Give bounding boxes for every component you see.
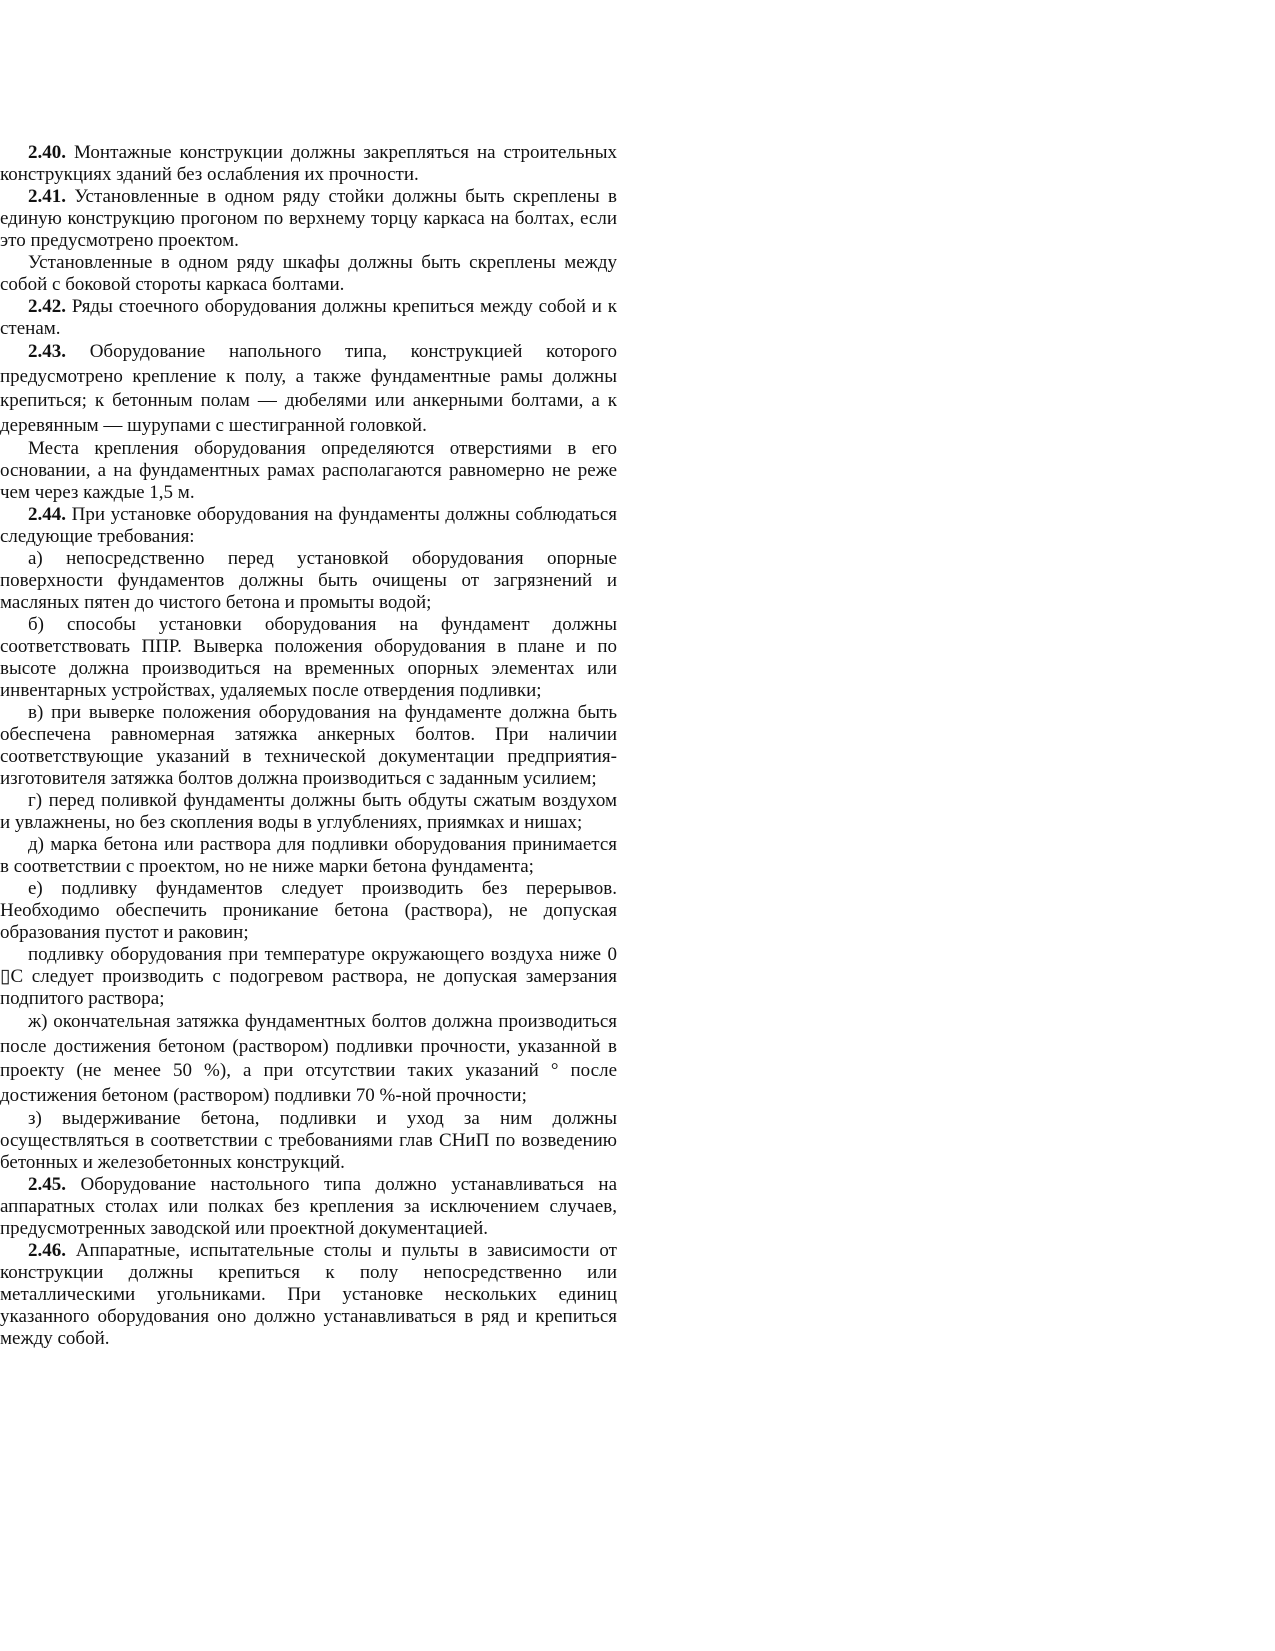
clause-number: 2.41. (28, 186, 66, 207)
paragraph-text: в) при выверке положения оборудования на фундаменте должна быть обеспечена равномерная затяжка анкерных болтов. При наличии соответствующие указаний в технической документации предприятия-изготовителя затяжка болтов должна производиться с заданным усилием; (0, 702, 617, 789)
document-body (0, 142, 617, 1350)
list-item-g (0, 790, 617, 834)
paragraph-2-46 (0, 1240, 617, 1350)
list-item-b (0, 614, 617, 702)
paragraph-text: б) способы установки оборудования на фундамент должны соответствовать ППР. Выверка положения оборудования в плане и по высоте должна производиться на временных опорных элементах или инвентарных устройствах, удаляемых после отвердения подливки; (0, 614, 617, 701)
clause-number: 2.43. (28, 341, 66, 362)
paragraph-text: д) марка бетона или раствора для подливки оборудования принимается в соответствии с проектом, но не ниже марки бетона фундамента; (0, 834, 617, 877)
list-item-e (0, 878, 617, 944)
clause-number: 2.46. (28, 1240, 66, 1261)
paragraph-2-44 (0, 504, 617, 548)
paragraph-text: Монтажные конструкции должны закрепляться на строительных конструкциях зданий без ослабления их прочности. (0, 142, 617, 185)
paragraph-text: з) выдерживание бетона, подливки и уход за ним должны осуществляться в соответствии с требованиями глав СНиП по возведению бетонных и железобетонных конструкций. (0, 1108, 617, 1173)
paragraph-text: Места крепления оборудования определяются отверстиями в его основании, а на фундаментных рамах располагаются равномерно не реже чем через каждые 1,5 м. (0, 438, 617, 503)
list-item-a (0, 548, 617, 614)
paragraph-text: Ряды стоечного оборудования должны крепиться между собой и к стенам. (0, 296, 617, 339)
paragraph-text: При установке оборудования на фундаменты должны соблюдаться следующие требования: (0, 504, 617, 547)
paragraph-text: ж) окончательная затяжка фундаментных болтов должна производиться после достижения бетоном (раствором) подливки прочности, указанной в проекту (не менее 50 %), а при отсутствии таких указаний ° после достижения бетоном (раствором) подливки 70 %-ной прочности; (0, 1011, 617, 1106)
paragraph-text: Оборудование напольного типа, конструкцией которого предусмотрено крепление к полу, а также фундаментные рамы должны крепиться; к бетонным полам — дюбелями или анкерными болтами, а к деревянным — шурупами с шестигранной головкой. (0, 341, 617, 436)
clause-number: 2.45. (28, 1174, 66, 1195)
clause-number: 2.40. (28, 142, 66, 163)
paragraph-2-45 (0, 1174, 617, 1240)
list-item-v (0, 702, 617, 790)
paragraph-text: Установленные в одном ряду шкафы должны быть скреплены между собой с боковой стороты каркаса болтами. (0, 252, 617, 295)
paragraph-cabinets (0, 252, 617, 296)
clause-number: 2.42. (28, 296, 66, 317)
paragraph-mounting-points (0, 438, 617, 504)
list-item-z (0, 1108, 617, 1174)
paragraph-2-43 (0, 340, 617, 438)
paragraph-2-42 (0, 296, 617, 340)
paragraph-text: е) подливку фундаментов следует производить без перерывов. Необходимо обеспечить проникание бетона (раствора), не допуская образования пустот и раковин; (0, 878, 617, 943)
paragraph-2-40 (0, 142, 617, 186)
list-item-zh (0, 1010, 617, 1108)
list-item-d (0, 834, 617, 878)
paragraph-text: а) непосредственно перед установкой оборудования опорные поверхности фундаментов должны быть очищены от загрязнений и масляных пятен до чистого бетона и промыты водой; (0, 548, 617, 613)
paragraph-text: Установленные в одном ряду стойки должны быть скреплены в единую конструкцию прогоном по верхнему торцу каркаса на болтах, если это предусмотрено проектом. (0, 186, 617, 251)
clause-number: 2.44. (28, 504, 66, 525)
paragraph-low-temperature (0, 944, 617, 1010)
paragraph-text: подливку оборудования при температуре окружающего воздуха ниже 0 ▯С следует производить с подогревом раствора, не допуская замерзания подпитого раствора; (0, 944, 617, 1009)
paragraph-text: г) перед поливкой фундаменты должны быть обдуты сжатым воздухом и увлажнены, но без скопления воды в углублениях, приямках и нишах; (0, 790, 617, 833)
paragraph-text: Оборудование настольного типа должно устанавливаться на аппаратных столах или полках без крепления за исключением случаев, предусмотренных заводской или проектной документацией. (0, 1174, 617, 1239)
paragraph-text: Аппаратные, испытательные столы и пульты в зависимости от конструкции должны крепиться к полу непосредственно или металлическими угольниками. При установке нескольких единиц указанного оборудования оно должно устанавливаться в ряд и крепиться между собой. (0, 1240, 617, 1349)
paragraph-2-41 (0, 186, 617, 252)
